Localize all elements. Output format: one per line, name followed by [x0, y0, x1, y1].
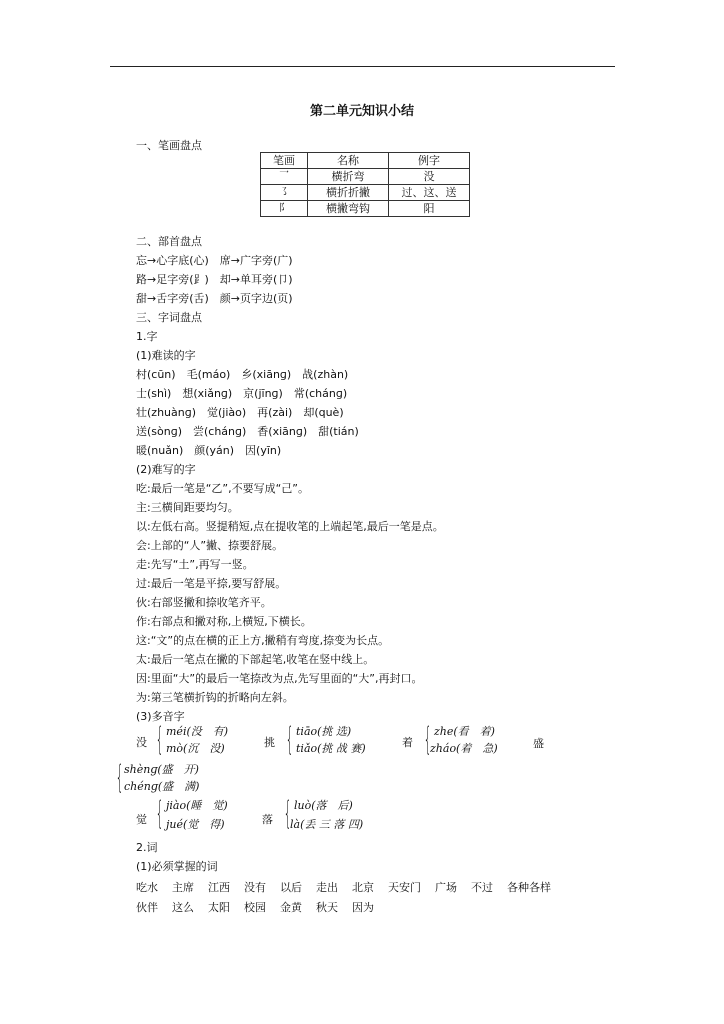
hard-read-line: 送(sònɡ) 尝(chánɡ) 香(xiānɡ) 甜(tián) — [136, 425, 359, 438]
polyphone-reading: zhe(看 着) — [434, 725, 495, 738]
table-header: 笔画 — [261, 153, 308, 169]
word-item: 因为 — [352, 901, 374, 914]
word-item: 秋天 — [316, 901, 338, 914]
hard-write-line: 走:先写“土”,再写一竖。 — [136, 558, 254, 571]
hard-write-line: 以:左低右高。竖提稍短,点在提收笔的上端起笔,最后一笔是点。 — [136, 520, 444, 533]
sub-heading-words: 2.词 — [136, 841, 158, 854]
stroke-glyph: ㇌ — [261, 185, 308, 201]
word-item: 北京 — [352, 881, 374, 894]
stroke-glyph: 阝 — [261, 201, 308, 217]
word-item: 以后 — [280, 881, 302, 894]
polyphone-reading: méi(没 有) — [166, 725, 229, 738]
stroke-name: 横折弯 — [308, 169, 389, 185]
polyphone-reading: jiào(睡 觉) — [166, 799, 228, 812]
header-rule — [110, 66, 615, 67]
stroke-example: 过、这、送 — [389, 185, 470, 201]
hard-write-line: 吃:最后一笔是“乙”,不要写成“己”。 — [136, 482, 309, 495]
brace-icon: { — [424, 720, 432, 758]
hard-write-line: 过:最后一笔是平捺,要写舒展。 — [136, 577, 287, 590]
stroke-example: 没 — [389, 169, 470, 185]
polyphone-reading: zháo(着 急) — [430, 742, 498, 755]
hard-read-line: 村(cūn) 毛(máo) 乡(xiānɡ) 战(zhàn) — [136, 368, 349, 381]
table-row — [261, 185, 470, 201]
stroke-name: 横撇弯钩 — [308, 201, 389, 217]
polyphone-reading: là(丢 三 落 四) — [290, 818, 364, 831]
word-item: 不过 — [471, 881, 493, 894]
polyphone-heading: (3)多音字 — [136, 710, 185, 723]
hard-write-heading: (2)难写的字 — [136, 463, 196, 476]
words-row-2 — [136, 899, 388, 915]
stroke-table — [260, 152, 470, 217]
polyphone-char: 盛 — [533, 737, 544, 750]
hard-write-line: 这:“文”的点在横的正上方,撇稍有弯度,捺变为长点。 — [136, 634, 390, 647]
word-item: 这么 — [172, 901, 194, 914]
polyphone-char: 没 — [136, 736, 147, 749]
word-item: 走出 — [316, 881, 338, 894]
radical-line: 路→足字旁(⻊) 却→单耳旁(卩) — [136, 273, 293, 286]
word-item: 校园 — [244, 901, 266, 914]
word-item: 各种各样 — [507, 881, 551, 894]
sub-heading-characters: 1.字 — [136, 330, 158, 343]
radical-line: 忘→心字底(心) 席→广字旁(广) — [136, 254, 293, 267]
radical-line: 甜→舌字旁(舌) 颜→页字边(页) — [136, 292, 293, 305]
table-row — [261, 169, 470, 185]
stroke-name: 横折折撇 — [308, 185, 389, 201]
polyphone-char: 着 — [402, 736, 413, 749]
polyphone-char: 觉 — [136, 813, 147, 826]
polyphone-reading: tiāo(挑 选) — [296, 725, 352, 738]
hard-write-line: 太:最后一笔点在撇的下部起笔,收笔在竖中线上。 — [136, 653, 375, 666]
polyphone-reading: jué(觉 得) — [166, 818, 225, 831]
word-item: 吃水 — [136, 881, 158, 894]
hard-write-line: 会:上部的“人”撇、捺要舒展。 — [136, 539, 284, 552]
hard-write-line: 作:右部点和撇对称,上横短,下横长。 — [136, 615, 312, 628]
hard-write-line: 因:里面“大”的最后一笔捺改为点,先写里面的“大”,再封口。 — [136, 672, 423, 685]
table-header: 名称 — [308, 153, 389, 169]
hard-write-line: 为:第三笔横折钩的折略向左斜。 — [136, 691, 294, 704]
word-item: 天安门 — [388, 881, 421, 894]
brace-icon: { — [156, 794, 164, 832]
brace-icon: { — [284, 794, 292, 832]
word-item: 没有 — [244, 881, 266, 894]
hard-read-heading: (1)难读的字 — [136, 349, 196, 362]
table-header: 例字 — [389, 153, 470, 169]
word-item: 江西 — [208, 881, 230, 894]
brace-icon: { — [286, 720, 294, 758]
must-words-heading: (1)必须掌握的词 — [136, 860, 218, 873]
polyphone-char: 挑 — [264, 736, 275, 749]
hard-write-line: 主:三横间距要均匀。 — [136, 501, 239, 514]
polyphone-char: 落 — [262, 813, 273, 826]
brace-icon: { — [116, 758, 124, 796]
hard-read-line: 暖(nuǎn) 颜(yán) 因(yīn) — [136, 444, 282, 457]
hard-read-line: 士(shì) 想(xiǎnɡ) 京(jīnɡ) 常(chánɡ) — [136, 387, 348, 400]
polyphone-reading: tiǎo(挑 战 赛) — [296, 742, 366, 755]
word-item: 太阳 — [208, 901, 230, 914]
page-title: 第二单元知识小结 — [309, 104, 414, 119]
section-words-heading: 三、字词盘点 — [136, 311, 202, 324]
polyphone-reading: chénɡ(盛 满) — [124, 780, 200, 793]
polyphone-reading: mò(沉 没) — [166, 742, 225, 755]
words-row-1 — [136, 879, 565, 895]
word-item: 伙伴 — [136, 901, 158, 914]
word-item: 金黄 — [280, 901, 302, 914]
polyphone-reading: luò(落 后) — [294, 799, 353, 812]
section-strokes-heading: 一、笔画盘点 — [136, 139, 202, 152]
table-row — [261, 201, 470, 217]
stroke-glyph: 乛 — [261, 169, 308, 185]
stroke-example: 阳 — [389, 201, 470, 217]
section-radicals-heading: 二、部首盘点 — [136, 235, 202, 248]
hard-write-line: 伙:右部竖撇和捺收笔齐平。 — [136, 596, 272, 609]
brace-icon: { — [156, 720, 164, 758]
word-item: 主席 — [172, 881, 194, 894]
polyphone-reading: shènɡ(盛 开) — [124, 763, 199, 776]
word-item: 广场 — [435, 881, 457, 894]
hard-read-line: 壮(zhuànɡ) 觉(jiào) 再(zài) 却(què) — [136, 406, 344, 419]
table-header-row — [261, 153, 470, 169]
